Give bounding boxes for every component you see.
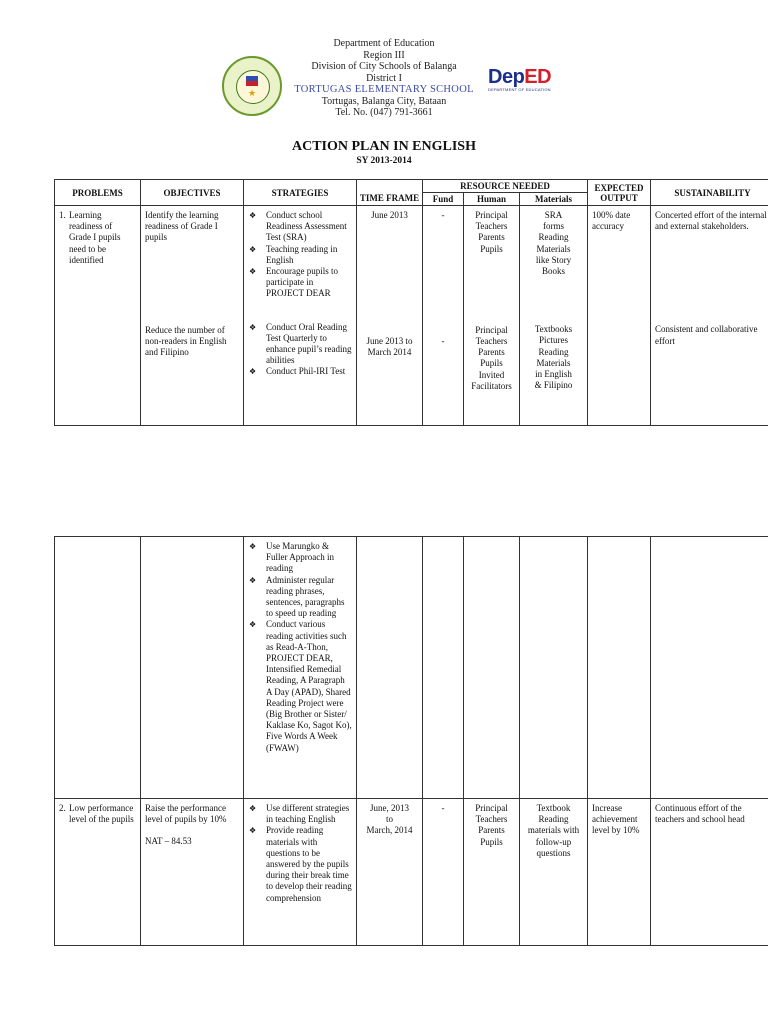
human-resource: Principal bbox=[475, 324, 508, 335]
material-item: forms bbox=[543, 221, 564, 232]
col-header-problems: PROBLEMS bbox=[55, 180, 141, 206]
material-item: Reading bbox=[538, 814, 569, 825]
deped-logo: DepED DEPARTMENT OF EDUCATION bbox=[488, 66, 552, 92]
time-frame-text: to bbox=[385, 814, 393, 825]
material-item: Textbooks bbox=[534, 324, 573, 335]
document-title: ACTION PLAN IN ENGLISH bbox=[292, 139, 476, 154]
col-header-expected-output: EXPECTED OUTPUT bbox=[588, 180, 651, 206]
address-line: Tortugas, Balanga City, Bataan bbox=[321, 95, 447, 107]
human-resource: Teachers bbox=[475, 814, 508, 825]
material-item: questions bbox=[536, 847, 571, 858]
list-item: ❖ Use different strategies in teaching English bbox=[248, 803, 352, 825]
expected-output-text: Increase achievement level by 10% bbox=[592, 803, 640, 836]
material-item: Books bbox=[541, 266, 565, 277]
fund-text: - bbox=[441, 803, 445, 813]
action-plan-table bbox=[54, 179, 768, 426]
list-item: ❖ Administer regular reading phrases, sentences, paragraphs to speed up reading bbox=[248, 575, 352, 620]
table-row bbox=[55, 799, 768, 946]
strategy-list bbox=[248, 541, 352, 754]
human-resource: Principal bbox=[475, 803, 508, 813]
human-resource: Parents bbox=[478, 825, 505, 836]
time-frame-text: June 2013 bbox=[371, 210, 408, 220]
list-item: ❖ Conduct school Readiness Assessment Test (SRA) bbox=[248, 210, 352, 244]
col-header-strategies: STRATEGIES bbox=[244, 180, 357, 206]
sustainability-text: Continuous effort of the teachers and school head bbox=[655, 803, 745, 825]
human-resource: Pupils bbox=[480, 358, 503, 369]
objective-text: Identify the learning readiness of Grade I pupils bbox=[145, 210, 219, 243]
time-frame-text: June 2013 to March 2014 bbox=[366, 336, 413, 358]
material-item: Textbook bbox=[536, 803, 571, 813]
material-item: Reading bbox=[538, 346, 569, 357]
fund-text: - bbox=[441, 210, 445, 220]
objective-note: NAT – 84.53 bbox=[145, 836, 192, 847]
fund-text: - bbox=[441, 336, 445, 347]
problem-cell: 2. Low performance level of the pupils bbox=[59, 803, 134, 825]
school-name: TORTUGAS ELEMENTARY SCHOOL bbox=[294, 84, 474, 95]
list-item: ❖ Conduct various reading activities such as Read-A-Thon, PROJECT DEAR, Intensified Remedial Reading, A Paragraph A Day (APAD), Shared Reading Project were (Big Brother or Sister/ Kaklase Ko, Sagot Ko), Five Words A Week (FWAW) bbox=[248, 619, 352, 753]
material-item: Reading bbox=[538, 232, 569, 243]
human-resource: Parents bbox=[478, 347, 505, 358]
list-item: ❖ Conduct Phil-IRI Test bbox=[248, 366, 352, 377]
department-line: Department of Education bbox=[333, 38, 435, 49]
material-item: Materials bbox=[536, 243, 571, 254]
list-item: ❖ Teaching reading in English bbox=[248, 244, 352, 266]
problem-cell: 1. Learning readiness of Grade I pupils need to be identified bbox=[59, 210, 121, 265]
material-item: & Filipino bbox=[534, 380, 573, 391]
human-resource: Pupils bbox=[480, 243, 503, 254]
col-header-resource-needed: RESOURCE NEEDED bbox=[423, 180, 588, 193]
col-header-human: Human bbox=[464, 193, 520, 206]
letterhead bbox=[0, 38, 768, 119]
human-resource: Pupils bbox=[480, 836, 503, 847]
material-item: follow-up bbox=[535, 836, 572, 847]
material-item: like Story bbox=[535, 254, 572, 265]
strategy-list bbox=[248, 210, 352, 300]
division-line: Division of City Schools of Balanga bbox=[311, 61, 457, 72]
objective-text: Reduce the number of non-readers in English and Filipino bbox=[145, 324, 227, 358]
col-header-fund: Fund bbox=[423, 193, 464, 206]
sustainability-text: Consistent and collaborative effort bbox=[655, 324, 758, 346]
region-line: Region III bbox=[363, 49, 405, 61]
star-icon: ★ bbox=[248, 88, 257, 98]
strategy-list bbox=[248, 803, 352, 904]
district-line: District I bbox=[366, 72, 402, 84]
human-resource: Principal bbox=[475, 210, 508, 220]
material-item: Pictures bbox=[539, 335, 568, 346]
time-frame-text: March, 2014 bbox=[366, 825, 413, 836]
col-header-materials: Materials bbox=[520, 193, 588, 206]
expected-output-text: 100% date accuracy bbox=[592, 210, 631, 232]
school-year: SY 2013-2014 bbox=[356, 156, 412, 166]
list-item: ❖ Use Marungko & Fuller Approach in reading bbox=[248, 541, 352, 575]
list-item: ❖ Conduct Oral Reading Test Quarterly to enhance pupil’s reading abilities bbox=[248, 322, 352, 367]
list-item: ❖ Provide reading materials with questions to be answered by the pupils during their break time to develop their reading comprehension bbox=[248, 825, 352, 903]
col-header-sustainability: SUSTAINABILITY bbox=[651, 180, 768, 206]
human-resource: Parents bbox=[478, 232, 505, 243]
action-plan-table-continued bbox=[54, 536, 768, 946]
col-header-time-frame: TIME FRAME bbox=[357, 180, 423, 206]
time-frame-text: June, 2013 bbox=[370, 803, 409, 813]
objective-text: Raise the performance level of pupils by 10% bbox=[145, 803, 227, 825]
human-resource: Teachers bbox=[475, 336, 508, 347]
human-resource: Teachers bbox=[475, 221, 508, 232]
human-resource: Invited bbox=[478, 369, 505, 380]
col-header-objectives: OBJECTIVES bbox=[141, 180, 244, 206]
material-item: Materials bbox=[536, 357, 571, 368]
header-row bbox=[55, 180, 768, 193]
material-item: materials with bbox=[527, 825, 580, 836]
human-resource: Facilitators bbox=[471, 380, 512, 391]
list-item: ❖ Encourage pupils to participate in PROJECT DEAR bbox=[248, 266, 352, 300]
material-item: in English bbox=[535, 369, 572, 380]
sustainability-text: Concerted effort of the internal and external stakeholders. bbox=[655, 210, 767, 232]
table-row bbox=[55, 537, 768, 799]
telephone-line: Tel. No. (047) 791-3661 bbox=[335, 107, 433, 118]
strategy-list bbox=[248, 322, 352, 378]
material-item: SRA bbox=[544, 210, 563, 220]
table-row bbox=[55, 206, 768, 426]
